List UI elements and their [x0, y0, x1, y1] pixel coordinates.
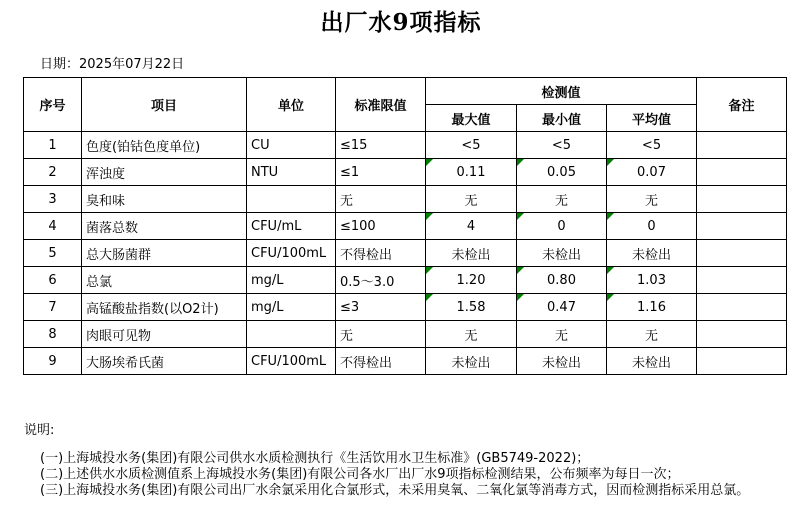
- row-max: [426, 267, 517, 294]
- row-min: [517, 294, 607, 321]
- row-max: [426, 294, 517, 321]
- cell-flag-triangle-icon: [426, 159, 433, 166]
- row-item-text: 大肠埃希氏菌: [86, 355, 165, 371]
- notes-label: 说明:: [24, 423, 55, 438]
- row-unit: [247, 294, 336, 321]
- row-item: [82, 321, 247, 348]
- row-unit-text: CFU/mL: [251, 218, 302, 234]
- row-item: [82, 240, 247, 267]
- row-remark: [697, 159, 787, 186]
- row-unit-text: mg/L: [251, 272, 284, 288]
- row-item: [82, 267, 247, 294]
- row-max: [426, 213, 517, 240]
- row-min-text: <5: [551, 137, 572, 153]
- row-no-text: 5: [48, 245, 57, 261]
- cell-flag-triangle-icon: [607, 267, 614, 274]
- row-max: [426, 159, 517, 186]
- row-no: [24, 132, 82, 159]
- row-min-text: 0: [557, 218, 566, 234]
- row-no-text: 2: [48, 164, 57, 180]
- row-item-text: 菌落总数: [86, 220, 139, 236]
- col-header-limit: 标准限值: [336, 78, 426, 132]
- row-max: [426, 348, 517, 375]
- cell-flag-triangle-icon: [517, 213, 524, 220]
- row-unit-text: CFU/100mL: [251, 245, 327, 261]
- indicators-table-wrap: [23, 77, 787, 375]
- report-date: 日期：2025年07月22日: [40, 57, 185, 72]
- col-header-item: 项目: [82, 78, 247, 132]
- row-max: [426, 132, 517, 159]
- row-remark: [697, 240, 787, 267]
- row-avg: [607, 132, 697, 159]
- col-header-unit: 单位: [247, 78, 336, 132]
- row-min-text: 0.05: [547, 164, 576, 180]
- row-avg: [607, 186, 697, 213]
- cell-flag-triangle-icon: [426, 213, 433, 220]
- row-max-text: 无: [464, 193, 478, 209]
- row-avg: [607, 240, 697, 267]
- row-min-text: 0.80: [547, 272, 576, 288]
- row-limit-text: 0.5～3.0: [340, 274, 395, 290]
- cell-flag-triangle-icon: [517, 267, 524, 274]
- cell-flag-triangle-icon: [607, 294, 614, 301]
- row-item: [82, 186, 247, 213]
- row-max: [426, 321, 517, 348]
- row-max-text: 4: [466, 218, 476, 234]
- table-body: [24, 132, 787, 375]
- row-avg: [607, 267, 697, 294]
- cell-flag-triangle-icon: [426, 294, 433, 301]
- row-item: [82, 294, 247, 321]
- row-no: [24, 159, 82, 186]
- row-item: [82, 132, 247, 159]
- row-max-text: 未检出: [451, 355, 491, 371]
- row-avg: [607, 321, 697, 348]
- row-limit: [336, 267, 426, 294]
- row-remark: [697, 213, 787, 240]
- row-limit: [336, 186, 426, 213]
- col-header-avg: 平均值: [607, 105, 697, 132]
- row-min: [517, 240, 607, 267]
- row-min-text: 0.47: [547, 299, 576, 315]
- row-item-text: 浑浊度: [86, 166, 126, 182]
- row-limit: [336, 294, 426, 321]
- row-unit: [247, 132, 336, 159]
- row-no: [24, 240, 82, 267]
- cell-flag-triangle-icon: [607, 159, 614, 166]
- row-no: [24, 294, 82, 321]
- row-max: [426, 240, 517, 267]
- row-limit: [336, 348, 426, 375]
- row-item-text: 总氯: [86, 274, 113, 290]
- row-avg-text: 0: [647, 218, 656, 234]
- row-no-text: 9: [48, 353, 57, 369]
- cell-flag-triangle-icon: [517, 294, 524, 301]
- page-title: 出厂水9项指标: [320, 9, 482, 36]
- row-avg-text: 1.03: [637, 272, 666, 288]
- table-row: [24, 186, 787, 213]
- row-limit-text: ≤100: [340, 218, 376, 234]
- row-limit-text: 无: [340, 193, 354, 209]
- row-no-text: 7: [48, 299, 57, 315]
- row-limit-text: 不得检出: [340, 247, 393, 263]
- table-row: [24, 267, 787, 294]
- row-item-text: 总大肠菌群: [86, 247, 152, 263]
- indicators-table: [23, 77, 787, 375]
- row-limit-text: 不得检出: [340, 355, 393, 371]
- row-avg-text: 0.07: [637, 164, 666, 180]
- table-row: [24, 159, 787, 186]
- row-remark: [697, 294, 787, 321]
- row-avg: [607, 213, 697, 240]
- col-header-no: 序号: [24, 78, 82, 132]
- table-row: [24, 348, 787, 375]
- row-unit: [247, 348, 336, 375]
- row-item-text: 臭和味: [86, 193, 126, 209]
- row-limit-text: ≤3: [340, 299, 360, 315]
- row-max-text: 无: [464, 328, 478, 344]
- row-avg-text: 未检出: [632, 247, 672, 263]
- row-item-text: 高锰酸盐指数(以O2计): [86, 301, 219, 317]
- row-avg-text: 无: [645, 328, 659, 344]
- table-row: [24, 240, 787, 267]
- row-min-text: 无: [554, 328, 568, 344]
- table-row: [24, 294, 787, 321]
- row-unit-text: CU: [251, 137, 270, 153]
- cell-flag-triangle-icon: [607, 213, 614, 220]
- cell-flag-triangle-icon: [426, 267, 433, 274]
- row-no: [24, 348, 82, 375]
- row-no-text: 4: [48, 218, 57, 234]
- row-no-text: 1: [48, 137, 57, 153]
- row-max-text: 1.20: [456, 272, 486, 288]
- row-remark: [697, 321, 787, 348]
- row-unit: [247, 159, 336, 186]
- row-min-text: 未检出: [541, 247, 581, 263]
- row-remark: [697, 348, 787, 375]
- col-header-remark: 备注: [697, 78, 787, 132]
- row-unit: [247, 186, 336, 213]
- row-no: [24, 213, 82, 240]
- row-unit: [247, 321, 336, 348]
- row-limit: [336, 240, 426, 267]
- row-no: [24, 321, 82, 348]
- col-header-min: 最小值: [517, 105, 607, 132]
- row-max-text: 1.58: [456, 299, 486, 315]
- row-unit-text: NTU: [251, 164, 279, 180]
- row-remark: [697, 186, 787, 213]
- row-unit: [247, 213, 336, 240]
- row-max-text: 未检出: [451, 247, 491, 263]
- row-avg-text: 无: [645, 193, 659, 209]
- table-row: [24, 321, 787, 348]
- row-limit: [336, 321, 426, 348]
- note-line: (二)上述供水水质检测值系上海城投水务(集团)有限公司各水厂出厂水9项指标检测结果，公布频率为每日一次；: [40, 467, 680, 482]
- note-line: (一)上海城投水务(集团)有限公司供水水质检测执行《生活饮用水卫生标准》(GB5749-2022)；: [40, 451, 590, 466]
- row-item-text: 色度(铂钴色度单位): [86, 139, 201, 155]
- row-min: [517, 267, 607, 294]
- row-max-text: <5: [461, 137, 481, 153]
- row-max: [426, 186, 517, 213]
- row-no-text: 3: [48, 191, 57, 207]
- table-row: [24, 132, 787, 159]
- row-limit: [336, 159, 426, 186]
- row-item-text: 肉眼可见物: [86, 328, 152, 344]
- row-remark: [697, 132, 787, 159]
- col-header-max: 最大值: [426, 105, 517, 132]
- row-min: [517, 348, 607, 375]
- row-avg: [607, 159, 697, 186]
- notes-list: [40, 451, 749, 499]
- row-item: [82, 213, 247, 240]
- row-avg-text: 未检出: [632, 355, 672, 371]
- table-row: [24, 213, 787, 240]
- row-unit-text: mg/L: [251, 299, 284, 315]
- row-max-text: 0.11: [456, 164, 486, 180]
- row-avg: [607, 294, 697, 321]
- cell-flag-triangle-icon: [517, 159, 524, 166]
- row-avg-text: 1.16: [637, 299, 666, 315]
- row-no-text: 6: [48, 272, 57, 288]
- col-header-detection-group: 检测值: [426, 78, 697, 105]
- row-min: [517, 213, 607, 240]
- row-min: [517, 132, 607, 159]
- row-min: [517, 186, 607, 213]
- row-unit: [247, 240, 336, 267]
- row-min: [517, 321, 607, 348]
- row-avg: [607, 348, 697, 375]
- row-min-text: 无: [554, 193, 568, 209]
- row-limit-text: ≤15: [340, 137, 368, 153]
- row-no: [24, 186, 82, 213]
- row-limit-text: ≤1: [340, 164, 360, 180]
- row-min-text: 未检出: [541, 355, 581, 371]
- row-item: [82, 348, 247, 375]
- row-no-text: 8: [48, 326, 57, 342]
- row-limit: [336, 132, 426, 159]
- row-no: [24, 267, 82, 294]
- row-unit: [247, 267, 336, 294]
- note-line: (三)上海城投水务(集团)有限公司出厂水余氯采用化合氯形式，未采用臭氧、二氧化氯等消毒方式，因而检测指标采用总氯。: [40, 483, 750, 498]
- row-limit-text: 无: [340, 328, 354, 344]
- row-limit: [336, 213, 426, 240]
- row-item: [82, 159, 247, 186]
- row-remark: [697, 267, 787, 294]
- row-unit-text: CFU/100mL: [251, 353, 327, 369]
- row-avg-text: <5: [641, 137, 662, 153]
- header-row-1: [24, 78, 787, 105]
- row-min: [517, 159, 607, 186]
